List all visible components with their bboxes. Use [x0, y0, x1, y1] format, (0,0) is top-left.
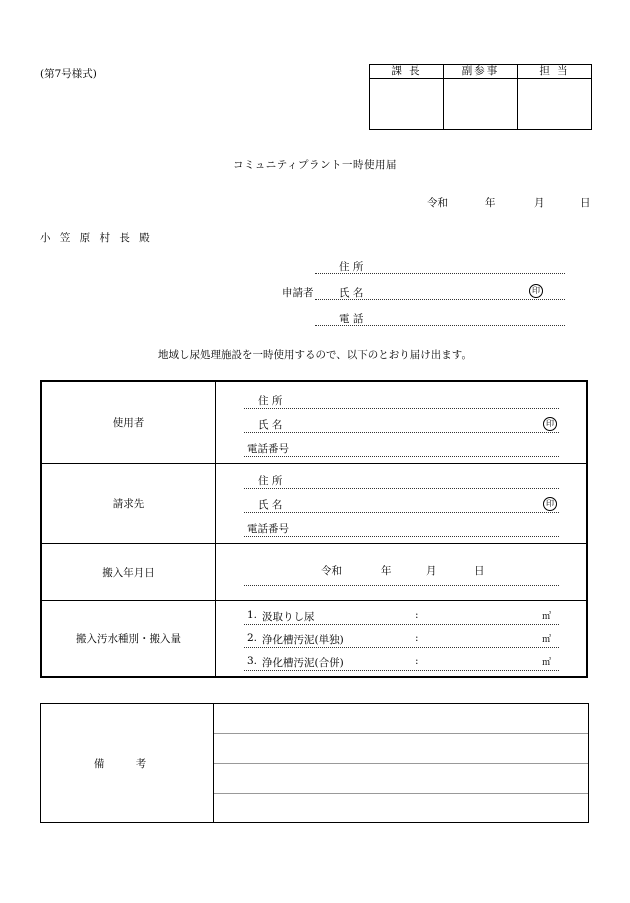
seal-mark-icon: 印 [543, 497, 557, 511]
remarks-line[interactable] [214, 763, 588, 764]
user-phone-label: 電話番号 [247, 443, 289, 455]
billing-address-field[interactable] [244, 473, 559, 489]
main-form-table [40, 380, 588, 678]
waste-item-colon: : [415, 609, 419, 621]
approval-stamp-cell-staff[interactable] [518, 79, 592, 130]
waste-item-unit: ㎥ [541, 612, 551, 622]
waste-item-field[interactable] [244, 609, 559, 625]
remarks-label: 備 考 [41, 704, 214, 822]
billing-address-label: 住 所 [258, 475, 283, 487]
waste-item-colon: : [415, 655, 419, 667]
waste-item-number: 2. [247, 632, 258, 644]
waste-item-number: 3. [247, 655, 258, 667]
user-name-field[interactable] [244, 417, 559, 433]
billing-phone-label: 電話番号 [247, 523, 289, 535]
applicant-address-field[interactable] [315, 259, 565, 274]
approval-stamp-cell-section-chief[interactable] [370, 79, 444, 130]
form-title: コミュニティプラント一時使用届 [233, 159, 397, 171]
date-year-label: 年 [485, 197, 496, 209]
billing-phone-field[interactable] [244, 521, 559, 537]
delivery-date-year-label: 年 [381, 565, 392, 577]
waste-item-unit: ㎥ [541, 635, 551, 645]
waste-item-colon: : [415, 632, 419, 644]
delivery-date-field[interactable] [244, 563, 559, 586]
seal-mark-icon: 印 [529, 284, 543, 298]
waste-item-number: 1. [247, 609, 258, 621]
user-name-label: 氏 名 [258, 419, 283, 431]
billing-name-field[interactable] [244, 497, 559, 513]
approval-header-section-chief: 課 長 [370, 65, 444, 79]
remarks-line[interactable] [214, 793, 588, 794]
user-phone-field[interactable] [244, 441, 559, 457]
seal-mark-icon: 印 [543, 417, 557, 431]
approval-stamp-cell-deputy[interactable] [444, 79, 518, 130]
waste-item-name: 浄化槽汚泥(合併) [262, 657, 344, 669]
waste-item-name: 浄化槽汚泥(単独) [262, 634, 344, 646]
user-address-label: 住 所 [258, 395, 283, 407]
waste-item-field[interactable] [244, 632, 559, 648]
billing-label: 請求先 [42, 464, 216, 543]
applicant-label: 申請者 [282, 287, 314, 299]
applicant-address-label: 住 所 [339, 261, 364, 273]
applicant-phone-field[interactable] [315, 311, 565, 326]
delivery-date-era: 令和 [321, 565, 342, 577]
remarks-table [40, 703, 589, 823]
delivery-date-day-label: 日 [474, 565, 485, 577]
delivery-date-row [42, 544, 586, 601]
user-address-field[interactable] [244, 393, 559, 409]
billing-row [42, 464, 586, 544]
approval-header-deputy: 副参事 [444, 65, 518, 79]
waste-label: 搬入汚水種別・搬入量 [42, 601, 216, 676]
waste-item-field[interactable] [244, 655, 559, 671]
applicant-name-label: 氏 名 [339, 287, 364, 299]
form-number: (第7号様式) [40, 68, 97, 80]
statement-text: 地域し尿処理施設を一時使用するので、以下のとおり届け出ます。 [158, 349, 472, 361]
delivery-date-label: 搬入年月日 [42, 544, 216, 600]
approval-header-staff: 担 当 [518, 65, 592, 79]
date-month-label: 月 [534, 197, 545, 209]
remarks-line[interactable] [214, 733, 588, 734]
applicant-name-field[interactable] [315, 285, 565, 300]
approval-stamp-table [369, 64, 592, 130]
applicant-phone-label: 電 話 [339, 313, 364, 325]
waste-item-name: 汲取りし尿 [262, 611, 315, 623]
billing-name-label: 氏 名 [258, 499, 283, 511]
user-label: 使用者 [42, 382, 216, 463]
addressee: 小 笠 原 村 長 殿 [40, 232, 153, 244]
date-day-label: 日 [580, 197, 591, 209]
user-row [42, 382, 586, 464]
waste-row [42, 601, 586, 676]
waste-item-unit: ㎥ [541, 658, 551, 668]
date-era: 令和 [427, 197, 448, 209]
delivery-date-month-label: 月 [426, 565, 437, 577]
